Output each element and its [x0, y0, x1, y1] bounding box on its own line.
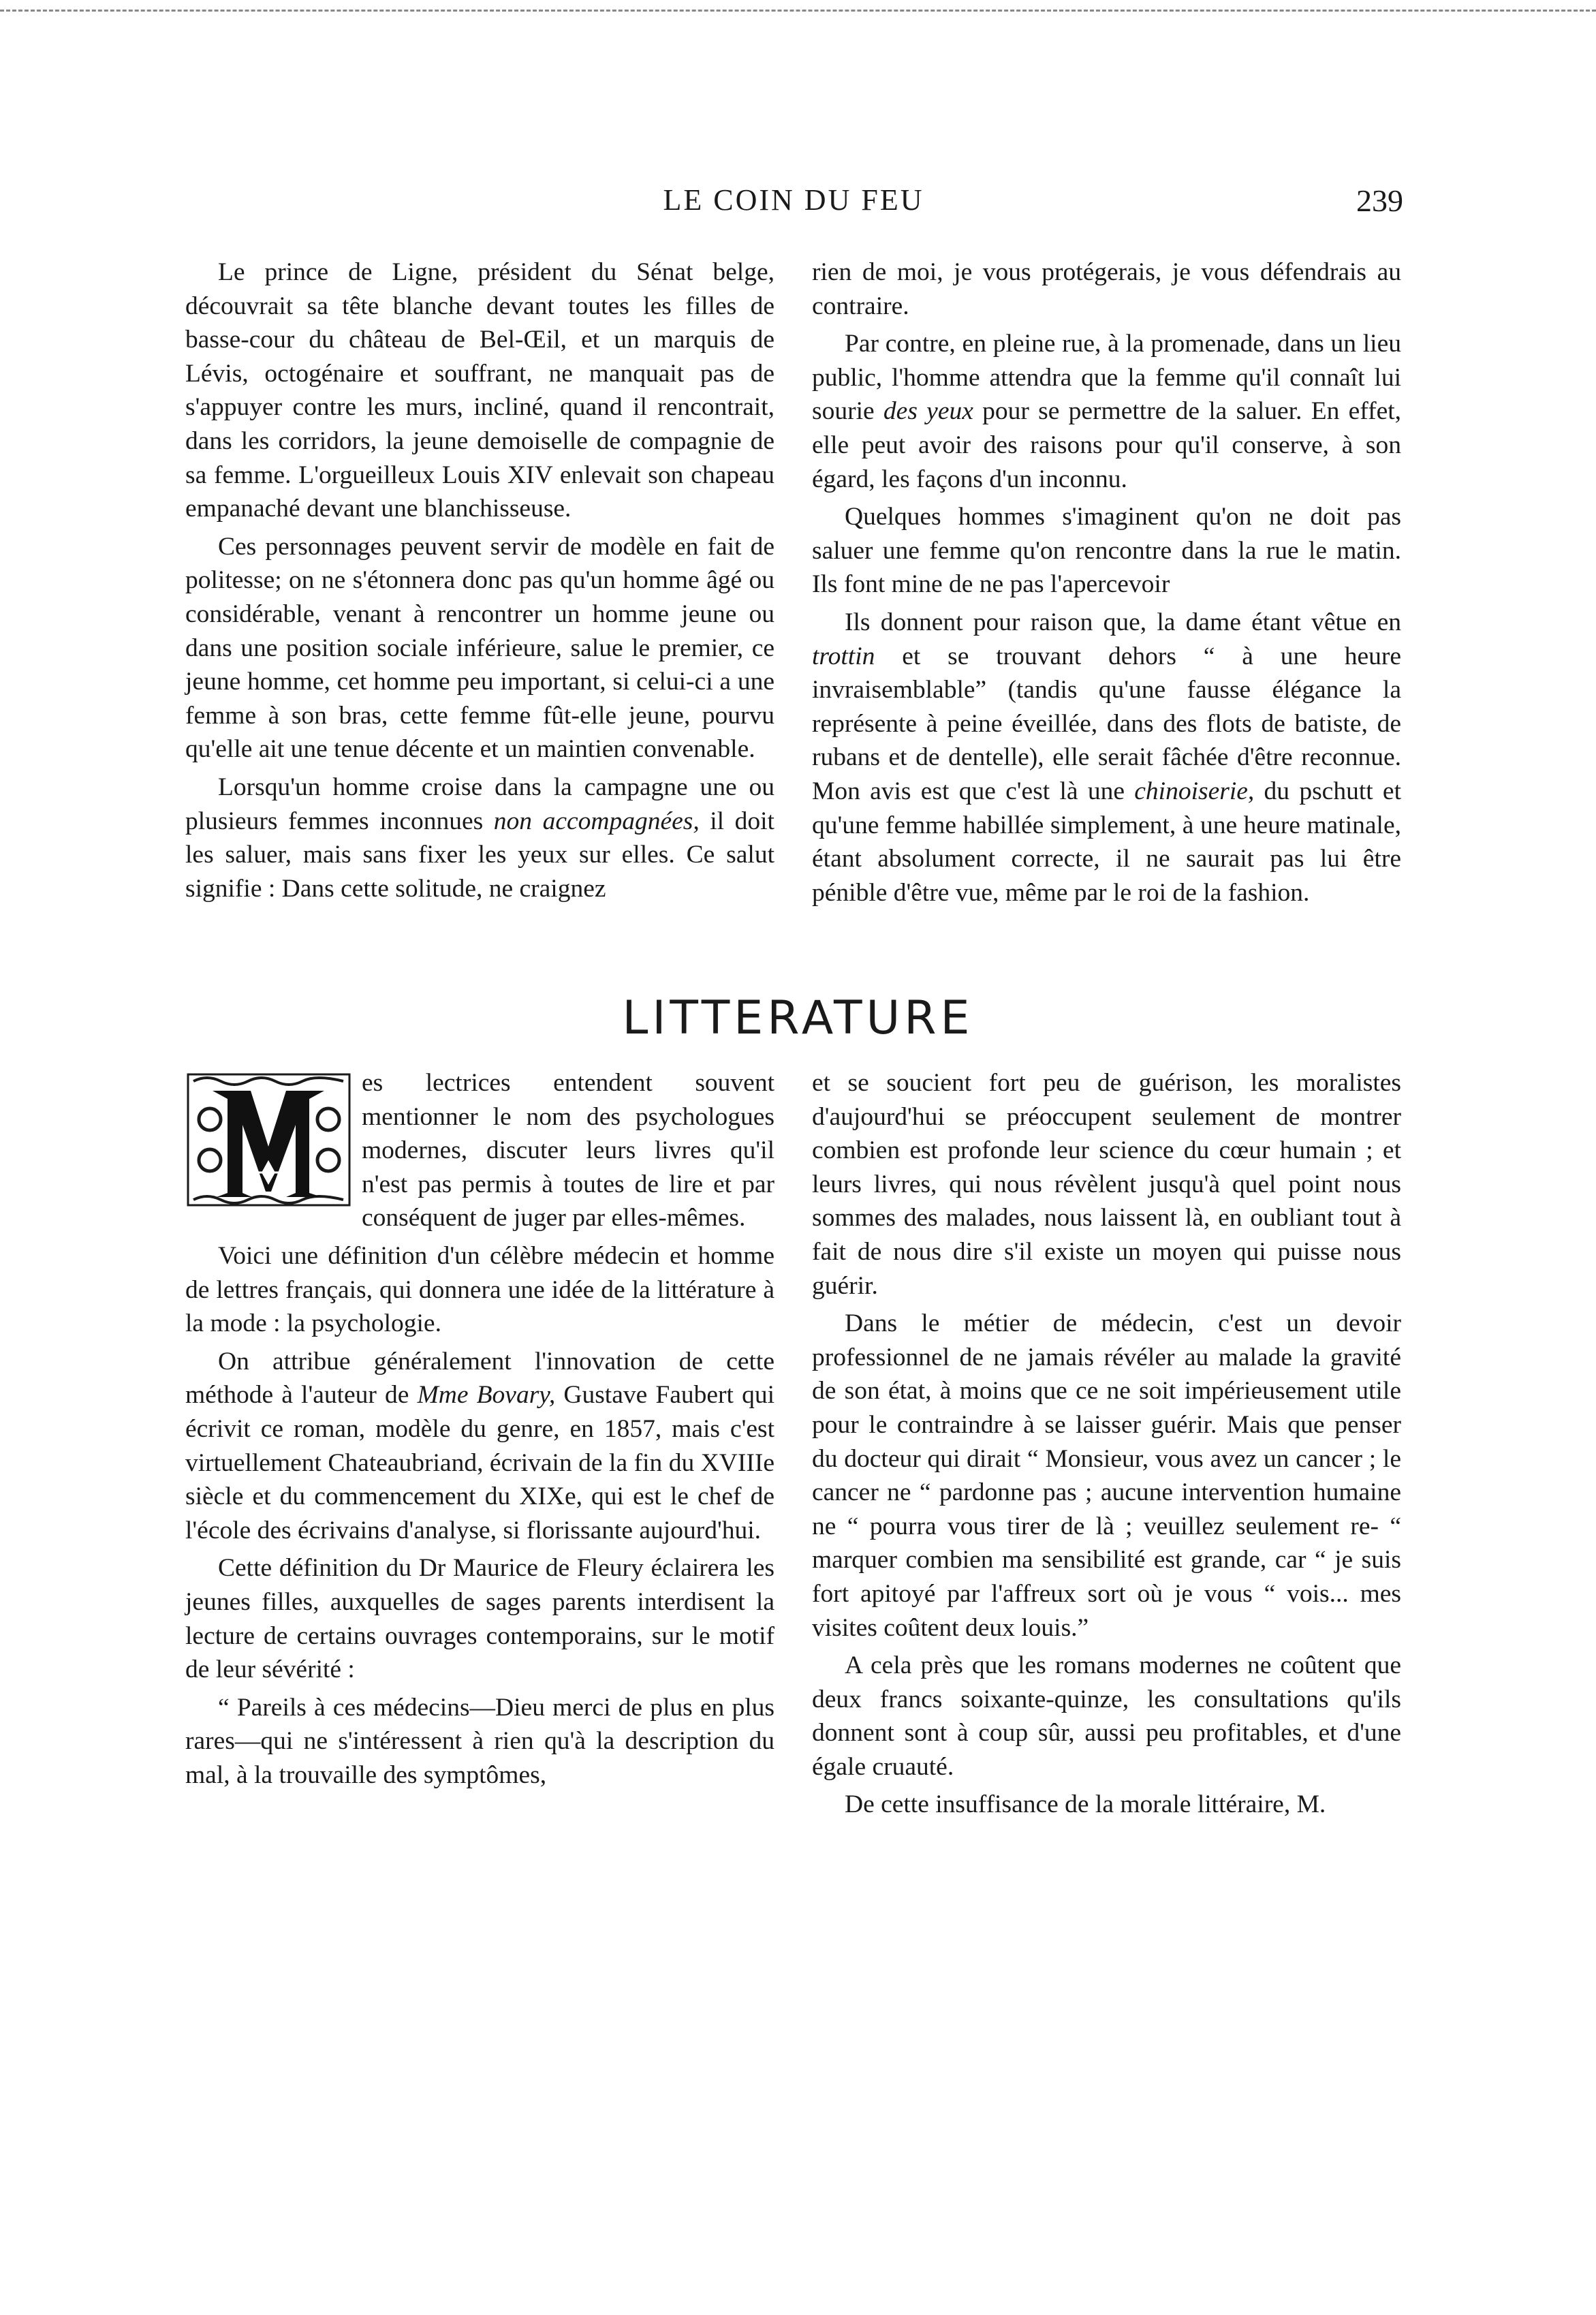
text-run: Ils donnent pour raison que, la dame étant vêtue en: [845, 608, 1401, 636]
text-run: On attribue généralement l'innovation de cette méthode à l'auteur de: [185, 1347, 774, 1410]
italic-text: trottin: [812, 642, 875, 670]
paragraph: [185, 1345, 774, 1548]
ornamental-dropcap-icon: [185, 1072, 352, 1208]
italic-text: chinoiserie,: [1134, 777, 1255, 805]
paragraph: Cette définition du Dr Maurice de Fleury éclairera les jeunes filles, auxquelles de sages parents interdisent la lecture de certains ouvrages contemporains, sur le motif de leur sévérité :: [185, 1554, 774, 1684]
italic-text: des yeux: [883, 397, 973, 426]
paragraph: Le prince de Ligne, président du Sénat belge, découvrait sa tête blanche devant toutes les filles de basse-cour du château de Bel-Œil, et un marquis de Lévis, octogénaire et souffrant, ne manquait pas de s'appuyer contre les murs, incliné, quand il rencontrait, dans les corridors, la jeune demoiselle de compagnie de sa femme. L'orgueilleux Louis XIV enlevait son chapeau empanaché devant une blanchisseuse.: [185, 258, 774, 523]
paragraph: Quelques hommes s'imaginent qu'on ne doit pas saluer une femme qu'on rencontre dans la rue le matin. Ils font mine de ne pas l'apercevoir: [812, 503, 1401, 599]
paragraph-continued: et se soucient fort peu de guérison, les moralistes d'aujourd'hui se préoccupent seulement de montrer combien est profonde leur science du cœur humain ; et leurs livres, qui nous révèlent jusqu'à quel point nous sommes des malades, nous laissent là, en oubliant tout à fait de nous dire s'il existe un moyen qui puisse nous guérir.: [812, 1069, 1401, 1300]
paragraph: “ Pareils à ces médecins—Dieu merci de plus en plus rares—qui ne s'intéressent à rien qu'à la description du mal, à la trouvaille des symptômes,: [185, 1693, 774, 1789]
page-header: [184, 183, 1403, 230]
text-run: Lorsqu'un homme croise dans la campagne une ou plusieurs femmes inconnues: [185, 773, 774, 835]
paragraph: Ces personnages peuvent servir de modèle en fait de politesse; on ne s'étonnera donc pas qu'un homme âgé ou considérable, venant à rencontrer un homme jeune ou dans une position sociale inférieure, salue le premier, ce jeune homme, cet homme peu important, si celui-ci a une femme à son bras, cette femme fût-elle jeune, pourvu qu'elle ait une tenue décente et un maintien convenable.: [185, 532, 774, 764]
text-run: du pschutt et qu'une femme habillée simplement, à une heure matinale, étant absolument correcte, il ne saurait pas lui être pénible d'être vue, même par le roi de la fashion.: [812, 777, 1401, 907]
paragraph-continued: rien de moi, je vous protégerais, je vous défendrais au contraire.: [812, 258, 1401, 320]
italic-text: non accompagnées,: [493, 807, 700, 835]
column-bottom-left: [185, 1066, 774, 1792]
paragraph: Voici une définition d'un célèbre médecin et homme de lettres français, qui donnera une idée de la littérature à la mode : la psychologie.: [185, 1241, 774, 1338]
column-top-right: [812, 255, 1401, 910]
paragraph: Dans le métier de médecin, c'est un devoir professionnel de ne jamais révéler au malade la gravité de son état, à moins que ce ne soit impérieusement utile pour le contraindre à se laisser guérir. Mais que penser du docteur qui dirait “ Monsieur, vous avez un cancer ; le cancer ne “ pardonne pas ; aucune intervention humaine ne “ pourra vous tirer de là ; veuillez seulement re- “ marquer combien ma sensibilité est grande, car “ je suis fort apitoyé par l'affreux sort où je vous “ vois... mes visites coûtent deux louis.”: [812, 1309, 1401, 1642]
paragraph: es lectrices entendent souvent mentionner le nom des psychologues modernes, discuter leurs livres qu'il n'est pas permis à toutes de lire et par conséquent de juger par elles-mêmes.: [362, 1069, 774, 1232]
page-number: 239: [1356, 183, 1403, 218]
italic-text: Mme Bovary,: [417, 1381, 556, 1410]
text-run: et se trouvant dehors “ à une heure invraisemblable” (tandis qu'une fausse élégance la représente à peine éveillée, dans des flots de batiste, de rubans et de dentelle), elle serait fâchée d'être reconnue. Mon avis est que c'est là une: [812, 642, 1401, 805]
paragraph: [185, 771, 774, 905]
column-bottom-right: [812, 1066, 1401, 1822]
running-title: LE COIN DU FEU: [663, 183, 924, 217]
paragraph: [812, 606, 1401, 910]
column-top-left: [185, 255, 774, 905]
text-run: Gustave Faubert qui écrivit ce roman, modèle du genre, en 1857, mais c'est virtuellement Chateaubriand, écrivain de la fin du XVIIIe siècle et du commencement du XIXe, qui est le chef de l'école des écrivains d'analyse, si florissante aujourd'hui.: [185, 1381, 774, 1544]
paragraph: A cela près que les romans modernes ne coûtent que deux francs soixante-quinze, les consultations qu'ils donnent sont à coup sûr, aussi peu profitables, et d'une égale cruauté.: [812, 1651, 1401, 1781]
paragraph: De cette insuffisance de la morale littéraire, M.: [845, 1790, 1326, 1819]
dropcap-ornament: [185, 1072, 352, 1208]
page-top-edge: [0, 0, 1596, 12]
text-run: il doit les saluer, mais sans fixer les yeux sur elles. Ce salut signifie : Dans cette solitude, ne craignez: [185, 807, 774, 903]
section-title: LITTERATURE: [622, 991, 974, 1045]
text-run: Par contre, en pleine rue, à la promenade, dans un lieu public, l'homme attendra que la femme qu'il connaît lui sourie: [812, 330, 1401, 426]
paragraph: [812, 327, 1401, 496]
text-run: pour se permettre de la saluer. En effet, elle peut avoir des raisons pour qu'il conserve, à son égard, les façons d'un inconnu.: [812, 397, 1402, 493]
